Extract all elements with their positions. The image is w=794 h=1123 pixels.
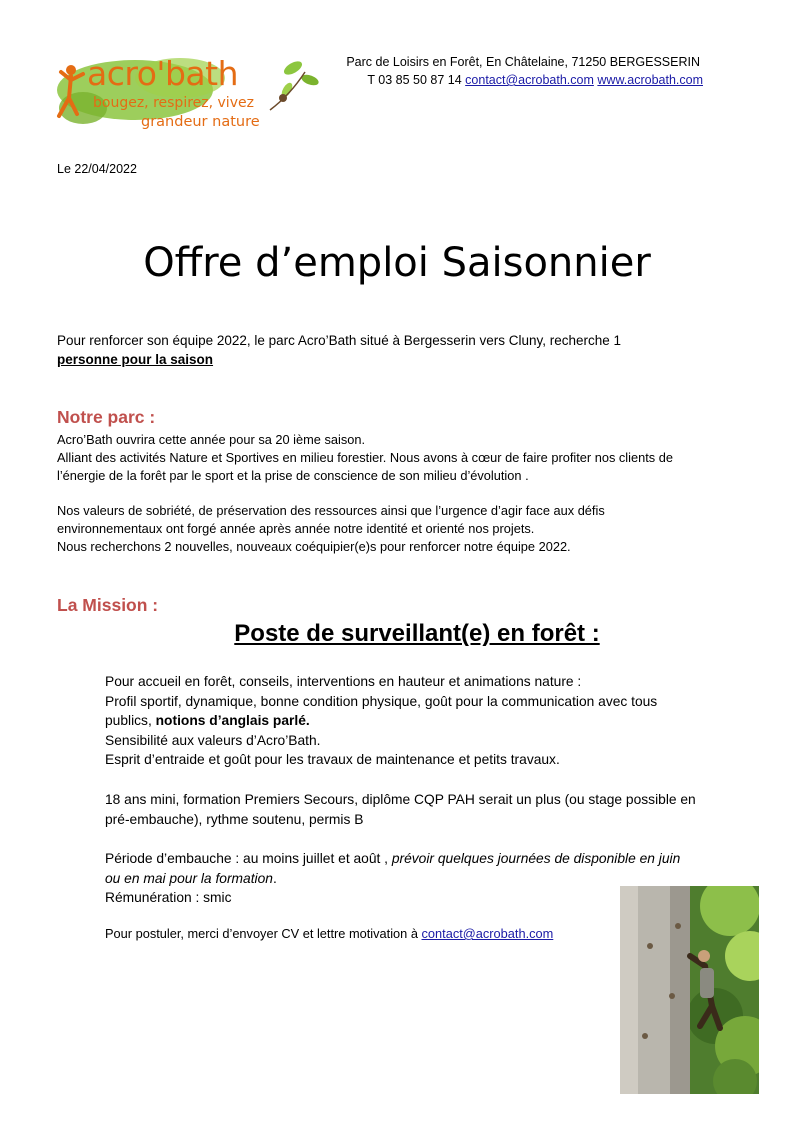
mission-line: Sensibilité aux valeurs d’Acro’Bath. <box>105 732 321 748</box>
mission-bold: notions d’anglais parlé. <box>155 713 310 728</box>
apply-email-link[interactable]: contact@acrobath.com <box>421 926 554 941</box>
parc-paragraph-1 <box>57 431 737 485</box>
intro-bold: personne pour la saison <box>57 352 214 367</box>
apply-text: Pour postuler, merci d’envoyer CV et lettre motivation à <box>105 926 422 941</box>
page-title: Offre d’emploi Saisonnier <box>143 240 651 286</box>
mission-line: Profil sportif, dynamique, bonne condition physique, goût pour la communication avec tous <box>105 693 658 709</box>
mission-line: pré-embauche), rythme soutenu, permis B <box>105 811 364 827</box>
mission-line: Pour accueil en forêt, conseils, interventions en hauteur et animations nature : <box>105 674 582 689</box>
intro-text: Pour renforcer son équipe 2022, le parc Acro’Bath situé à Bergesserin vers Cluny, recherche 1 <box>57 333 622 348</box>
mission-line <box>105 711 735 731</box>
parc-line: Alliant des activités Nature et Sportives en milieu forestier. Nous avons à cœur de faire profiter nos clients de <box>57 450 673 465</box>
parc-line: l’énergie de la forêt par le sport et la prise de conscience de son milieu d’évolution . <box>57 468 529 483</box>
mission-line <box>105 849 735 869</box>
parc-line: Nous recherchons 2 nouvelles, nouveaux coéquipier(e)s pour renforcer notre équipe 2022. <box>57 539 571 554</box>
logo-brand: acro'bath <box>87 54 238 93</box>
mission-italic: ou en mai pour la formation <box>105 870 273 886</box>
parc-paragraph-2 <box>57 502 737 556</box>
header-email-link[interactable]: contact@acrobath.com <box>465 73 594 87</box>
mission-text: publics, <box>105 713 156 728</box>
mission-block-1 <box>105 672 735 770</box>
header-address: Parc de Loisirs en Forêt, En Châtelaine, 71250 BERGESSERIN <box>346 55 700 69</box>
mission-line: Esprit d’entraide et goût pour les travaux de maintenance et petits travaux. <box>105 752 560 767</box>
intro-paragraph <box>57 331 737 369</box>
parc-line: Acro’Bath ouvrira cette année pour sa 20 ième saison. <box>57 432 366 447</box>
leaves-icon <box>270 59 320 110</box>
mission-italic: prévoir quelques journées de disponible en juin <box>391 851 681 866</box>
header-phone: T 03 85 50 87 14 <box>367 73 462 87</box>
climber-photo <box>620 886 759 1094</box>
mission-text: Période d’embauche : au moins juillet et août , <box>105 851 392 866</box>
mission-line: Rémunération : smic <box>105 890 232 905</box>
logo-tagline-1: bougez, respirez, vivez <box>93 95 254 111</box>
parc-line: Nos valeurs de sobriété, de préservation des ressources ainsi que l’urgence d’agir face aux défis <box>57 503 605 518</box>
mission-text: . <box>272 870 277 886</box>
section-heading-mission: La Mission : <box>57 595 159 615</box>
mission-block-2 <box>105 790 735 829</box>
acrobath-logo <box>55 50 325 132</box>
letter-date: Le 22/04/2022 <box>57 162 137 176</box>
mission-line: 18 ans mini, formation Premiers Secours, diplôme CQP PAH serait un plus (ou stage possible en <box>105 792 696 807</box>
job-title: Poste de surveillant(e) en forêt : <box>234 620 600 647</box>
photo-image <box>620 886 759 1094</box>
header-website-link[interactable]: www.acrobath.com <box>597 73 703 87</box>
header-contact-line <box>330 72 703 89</box>
parc-line: environnementaux ont forgé année après année notre identité et orienté nos projets. <box>57 521 535 536</box>
section-heading-parc: Notre parc : <box>57 407 156 427</box>
logo-tagline-2: grandeur nature <box>141 114 260 130</box>
